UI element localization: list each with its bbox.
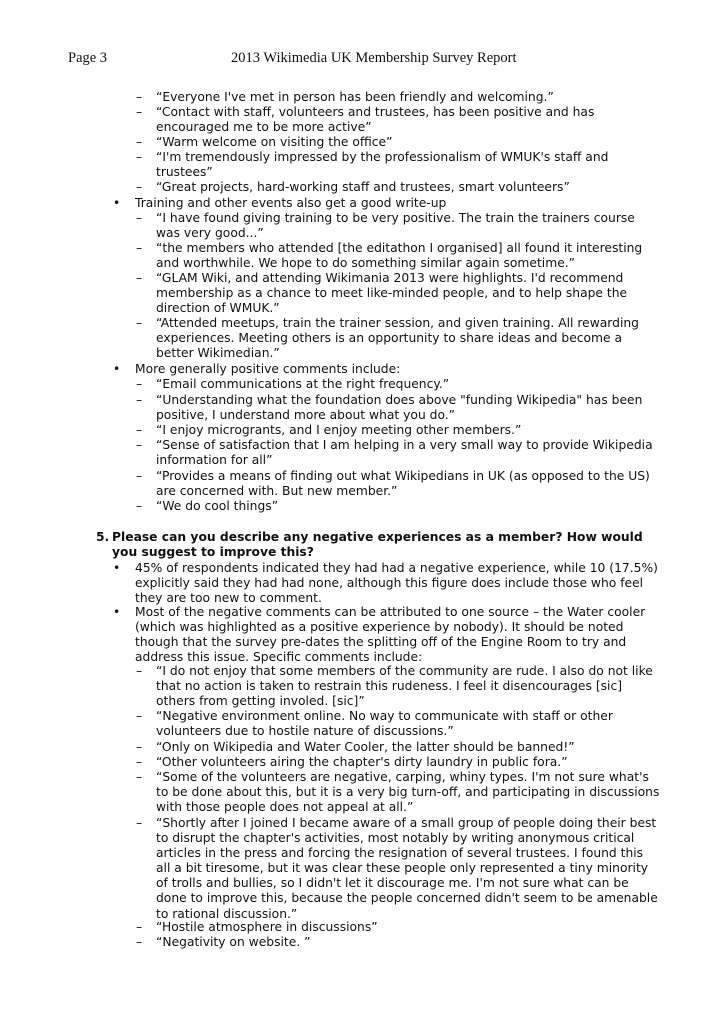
text-line: “I do not enjoy that some members of the community are rude. I also do not like (156, 664, 653, 678)
item-text (156, 241, 643, 271)
text-line: information for all” (156, 453, 273, 468)
item-text (156, 438, 653, 468)
text-line: though that the survey pre-dates the splitting off of the Engine Room to try and (135, 635, 627, 650)
item-text (156, 755, 611, 770)
text-line: to disrupt the chapter's activities, most notably by writing anonymous critical (156, 831, 635, 846)
text-line: (which was highlighted as a positive experience by nobody). It should be noted (135, 620, 624, 635)
dash-marker: – (136, 664, 143, 678)
bullet-marker: • (113, 561, 121, 575)
item-text (156, 740, 611, 755)
text-line: with those people does not appeal at all.” (156, 800, 414, 815)
dash-marker: – (136, 211, 143, 225)
text-line: explicitly said they had had none, although this figure does include those who feel (135, 576, 644, 591)
item-text (156, 150, 611, 180)
dash-marker: – (136, 770, 143, 784)
text-line: they are too new to comment. (135, 591, 322, 606)
dash-marker: – (136, 499, 143, 513)
text-line: “Email communications at the right frequency.” (156, 377, 450, 391)
dash-marker: – (136, 135, 143, 149)
dash-marker: – (136, 105, 143, 119)
text-line: “Some of the volunteers are negative, carping, whiny types. I'm not sure what's (156, 770, 649, 784)
item-text (156, 180, 611, 195)
dash-marker: – (136, 740, 143, 754)
text-line: all a bit tiresome, but it was clear these people only represented a tiny minority (156, 861, 649, 876)
text-line: “I enjoy microgrants, and I enjoy meeting other members.” (156, 423, 522, 437)
item-text (135, 561, 658, 606)
text-line: done to improve this, because the people concerned didn't seem to be amenable (156, 891, 658, 906)
dash-marker: – (136, 393, 143, 407)
text-line: was very good...” (156, 226, 264, 241)
text-line: are concerned with. But new member.” (156, 484, 398, 499)
text-line: address this issue. Specific comments include: (135, 650, 423, 665)
text-line: “Everyone I've met in person has been friendly and welcoming.” (156, 90, 554, 104)
text-line: you suggest to improve this? (112, 545, 314, 560)
item-text (156, 316, 639, 361)
page-number: Page 3 (68, 50, 108, 66)
text-line: “Understanding what the foundation does above "funding Wikipedia" has been (156, 393, 643, 407)
item-text (156, 135, 611, 150)
section-number: 5. (96, 530, 110, 544)
text-line: membership as a chance to meet like-minded people, and to help shape the (156, 286, 628, 301)
dash-marker: – (136, 709, 143, 723)
text-line: direction of WMUK.” (156, 301, 280, 316)
text-line: “Sense of satisfaction that I am helping in a very small way to provide Wikipedia (156, 438, 653, 452)
text-line: “Warm welcome on visiting the office” (156, 135, 393, 149)
text-line: and worthwhile. We hope to do something similar again sometime.” (156, 256, 576, 271)
text-line: 45% of respondents indicated they had had a negative experience, while 10 (17.5%) (135, 561, 658, 575)
running-header-title: 2013 Wikimedia UK Membership Survey Report (231, 50, 517, 66)
text-line: of trolls and bullies, so I didn't let it discourage me. I'm not sure what can be (156, 876, 629, 891)
text-line: “Other volunteers airing the chapter's dirty laundry in public fora.” (156, 755, 568, 769)
text-line: More generally positive comments include: (135, 362, 401, 376)
item-text (156, 377, 611, 392)
text-line: trustees” (156, 165, 213, 180)
dash-marker: – (136, 469, 143, 483)
item-text (156, 770, 660, 815)
text-line: articles in the press and forcing the resignation of several trustees. I found this (156, 846, 644, 861)
item-text (135, 605, 645, 665)
dash-marker: – (136, 816, 143, 830)
item-text (135, 362, 400, 377)
text-line: “We do cool things” (156, 499, 279, 513)
text-line: Training and other events also get a good write-up (135, 196, 447, 210)
dash-marker: – (136, 241, 143, 255)
item-text (156, 211, 635, 241)
item-text (112, 530, 643, 560)
text-line: “I'm tremendously impressed by the professionalism of WMUK's staff and (156, 150, 609, 164)
dash-marker: – (136, 271, 143, 285)
bullet-marker: • (113, 605, 121, 619)
text-line: “Shortly after I joined I became aware of a small group of people doing their best (156, 816, 657, 830)
item-text (156, 664, 653, 709)
dash-marker: – (136, 150, 143, 164)
text-line: “Provides a means of finding out what Wikipedians in UK (as opposed to the US) (156, 469, 650, 483)
text-line: experiences. Meeting others is an opportunity to share ideas and become a (156, 331, 623, 346)
text-line: Please can you describe any negative experiences as a member? How would (112, 530, 643, 544)
text-line: to be done about this, but it is a very big turn-off, and participating in discussions (156, 785, 660, 800)
text-line: “GLAM Wiki, and attending Wikimania 2013 were highlights. I'd recommend (156, 271, 624, 285)
text-line: others from getting involed. [sic]” (156, 694, 365, 709)
dash-marker: – (136, 755, 143, 769)
item-text (156, 271, 628, 316)
item-text (156, 105, 611, 135)
text-line: positive, I understand more about what you do.” (156, 408, 456, 423)
item-text (156, 423, 611, 438)
text-line: “Negativity on website. ” (156, 935, 311, 949)
text-line: “Great projects, hard-working staff and trustees, smart volunteers” (156, 180, 570, 194)
item-text (156, 393, 643, 423)
text-line: “Negative environment online. No way to communicate with staff or other (156, 709, 613, 723)
dash-marker: – (136, 316, 143, 330)
text-line: volunteers due to hostile nature of discussions.” (156, 724, 454, 739)
item-text (156, 90, 611, 105)
text-line: to rational discussion.” (156, 906, 298, 921)
dash-marker: – (136, 935, 143, 949)
dash-marker: – (136, 920, 143, 934)
dash-marker: – (136, 423, 143, 437)
item-text (156, 499, 611, 514)
item-text (135, 196, 446, 211)
item-text (156, 920, 611, 935)
bullet-marker: • (113, 196, 121, 210)
dash-marker: – (136, 438, 143, 452)
text-line: “Only on Wikipedia and Water Cooler, the latter should be banned!” (156, 740, 575, 754)
item-text (156, 709, 611, 739)
text-line: “the members who attended [the editathon I organised] all found it interesting (156, 241, 643, 255)
text-line: encouraged me to be more active” (156, 120, 372, 135)
text-line: that no action is taken to restrain this rudeness. I feel it disencourages [sic] (156, 679, 622, 694)
text-line: “Attended meetups, train the trainer session, and given training. All rewarding (156, 316, 639, 330)
item-text (156, 816, 658, 922)
bullet-marker: • (113, 362, 121, 376)
text-line: “I have found giving training to be very positive. The train the trainers course (156, 211, 635, 225)
text-line: Most of the negative comments can be attributed to one source – the Water cooler (135, 605, 646, 619)
item-text (156, 469, 650, 499)
text-line: better Wikimedian.” (156, 346, 280, 361)
dash-marker: – (136, 180, 143, 194)
dash-marker: – (136, 377, 143, 391)
item-text (156, 935, 611, 950)
text-line: “Contact with staff, volunteers and trustees, has been positive and has (156, 105, 595, 119)
text-line: “Hostile atmosphere in discussions” (156, 920, 378, 934)
dash-marker: – (136, 90, 143, 104)
